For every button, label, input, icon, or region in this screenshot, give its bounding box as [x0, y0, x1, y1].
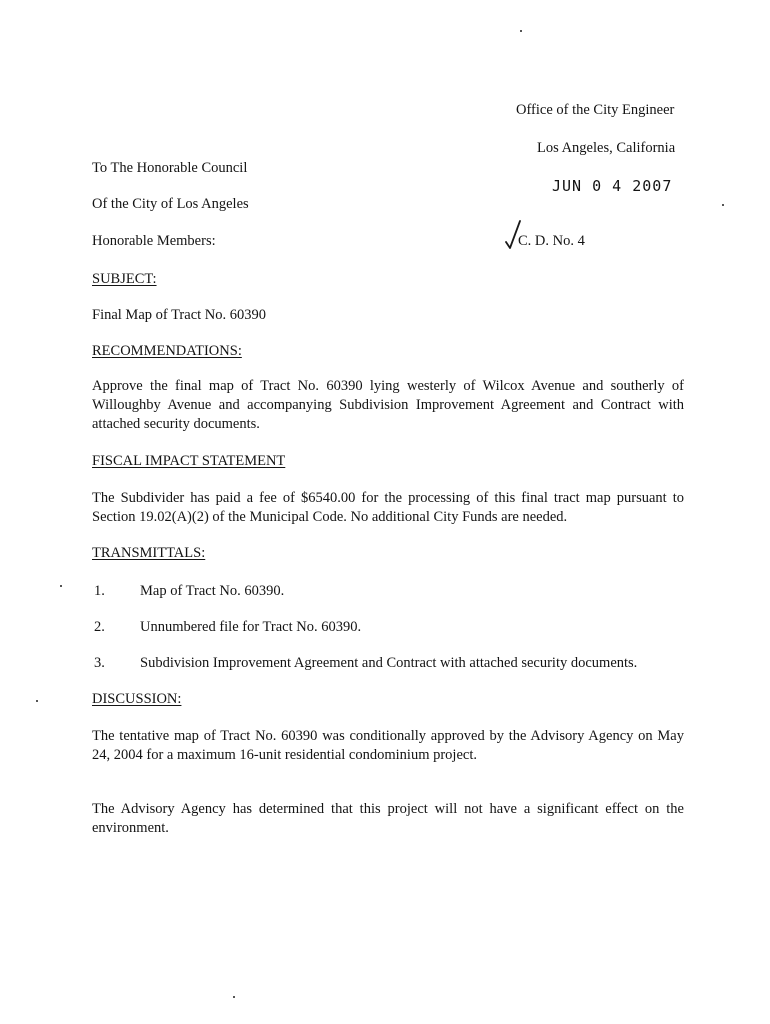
council-district: C. D. No. 4 [518, 233, 585, 249]
addressee-line-2: Of the City of Los Angeles [92, 196, 249, 212]
recommendations-text: Approve the final map of Tract No. 60390 lying westerly of Wilcox Avenue and southerly of Willoughby Avenue and accompanying Subdivision Improvement Agreement and Contract with attached security documents. [92, 378, 684, 432]
transmittal-number: 1. [94, 583, 105, 599]
subject-heading: SUBJECT: [92, 271, 157, 287]
scan-speck [60, 585, 62, 587]
date-stamp: JUN 0 4 2007 [552, 177, 673, 195]
recommendations-heading: RECOMMENDATIONS: [92, 343, 242, 359]
addressee-line-1: To The Honorable Council [92, 160, 248, 176]
city-line: Los Angeles, California [537, 140, 676, 156]
transmittal-item: Subdivision Improvement Agreement and Contract with attached security documents. [140, 655, 638, 671]
transmittal-number: 3. [94, 655, 105, 671]
transmittal-item: Unnumbered file for Tract No. 60390. [140, 619, 362, 635]
discussion-paragraph-1: The tentative map of Tract No. 60390 was conditionally approved by the Advisory Agency on May 24, 2004 for a maximum 16-unit residential condominium project. [92, 728, 684, 763]
subject-text: Final Map of Tract No. 60390 [92, 307, 266, 323]
fiscal-heading: FISCAL IMPACT STATEMENT [92, 453, 286, 469]
scan-speck [722, 204, 724, 206]
office-title: Office of the City Engineer [516, 102, 675, 118]
scan-speck [520, 30, 522, 32]
transmittals-heading: TRANSMITTALS: [92, 545, 206, 561]
fiscal-text: The Subdivider has paid a fee of $6540.00 for the processing of this final tract map pursuant to Section 19.02(A)(2) of the Municipal Code. No additional City Funds are needed. [92, 490, 684, 525]
scan-speck [233, 996, 235, 998]
scan-speck [36, 700, 38, 702]
discussion-heading: DISCUSSION: [92, 691, 182, 707]
salutation: Honorable Members: [92, 233, 216, 249]
transmittal-number: 2. [94, 619, 105, 635]
transmittal-item: Map of Tract No. 60390. [140, 583, 285, 599]
discussion-paragraph-2: The Advisory Agency has determined that this project will not have a significant effect on the environment. [92, 801, 684, 836]
